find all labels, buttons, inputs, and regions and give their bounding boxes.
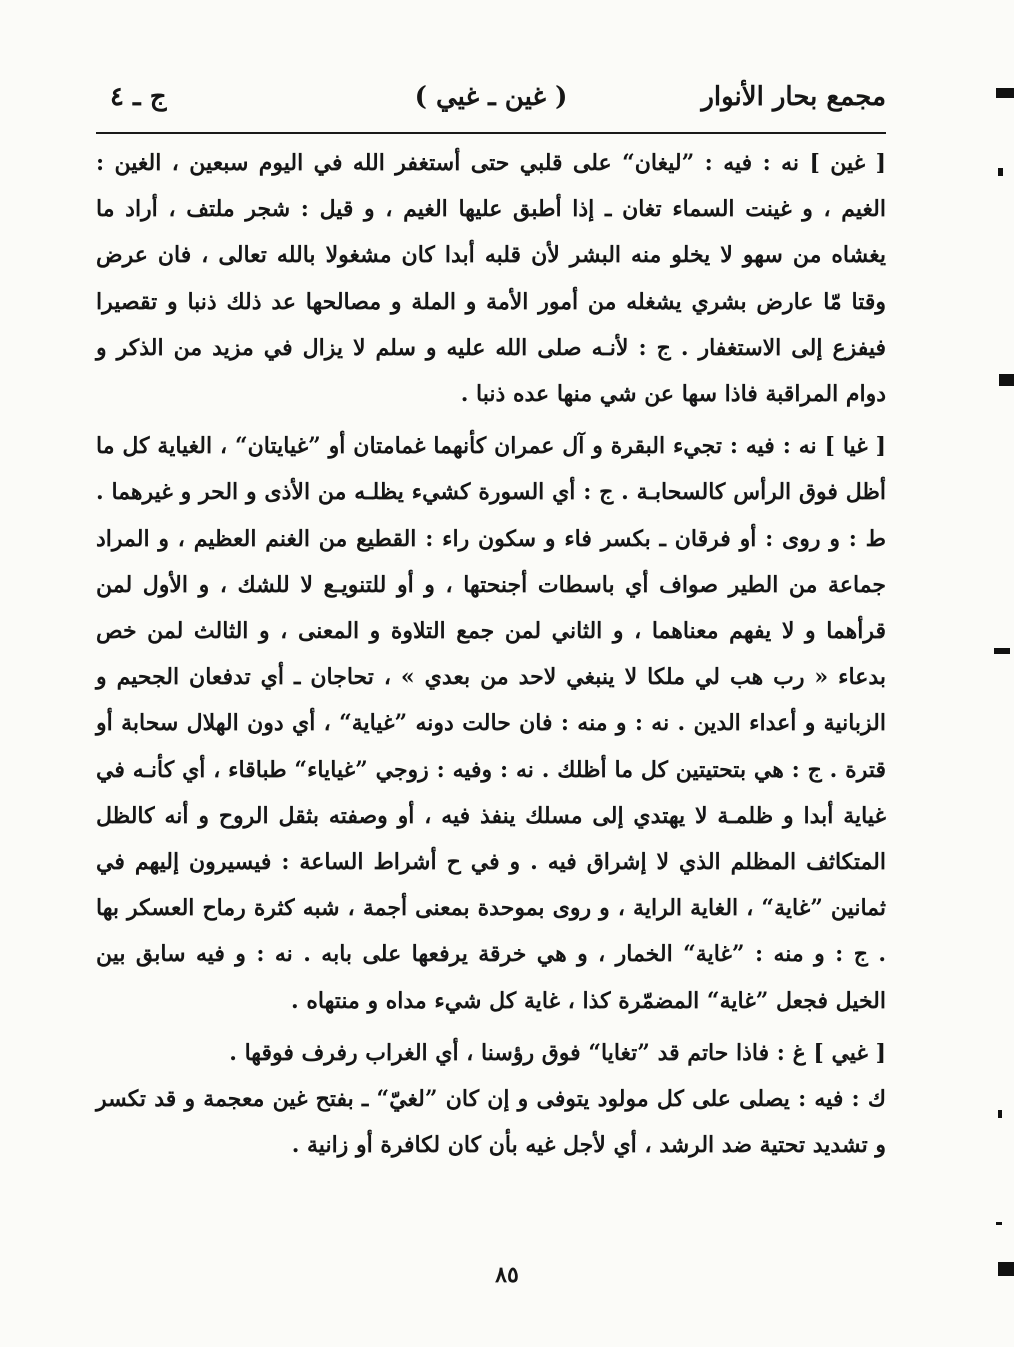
scan-mark <box>998 1262 1014 1276</box>
page-header <box>96 78 886 122</box>
entry-ghaya: [ غيا ] نه : فيه : تجيء البقرة و آل عمران كأنهما غمامتان أو ”غيايتان“ ، الغياية كل ما أظل فوق الرأس كالسحابـة . ج : أي السورة كشيء يظلـه من الأذى و الحر و غيرهما . ط : و روى : أو فرقان ـ بكسر فاء و سكون راء : القطيع من الغنم العظيم ، و المراد جماعة من الطير صواف أي باسطات أجنحتها ، و أو للتنويـع لا للشك ، و الأول لمن قرأهما و لا يفهم معناهما ، و الثاني لمن جمع التلاوة و المعنى ، و الثالث لمن خص بدعاء « رب هب لي ملكا لا ينبغي لاحد من بعدي » ، تحاجان ـ أي تدفعان الجحيم و الزبانية و أعداء الدين . نه : و منه : فان حالت دونه ”غياية“ ، أي دون الهلال سحابة أو قترة . ج : هي بتحتيتين كل ما أظلك . نه : وفيه : زوجي ”غياياء“ طباقاء ، أي كأنـه في غياية أبدا و ظلمـة لا يهتدي إلى مسلك ينفذ فيه ، أو وصفته بثقل الروح و أنه كالظل المتكاثف المظلم الذي لا إشراق فيه . و في ح أشراط الساعة : فيسيرون إليهم في ثمانين ”غاية“ ، الغاية الراية ، و روى بموحدة بمعنى أجمة ، شبه كثرة رماح العسكر بها . ج : و منه : ”غاية“ الخمار ، و هي خرقة يرفعها على بابه . نه : و فيه سابق بين الخيل فجعل ”غاية“ المضمّرة كذا ، غاية كل شيء مداه و منتهاه . <box>96 433 887 1014</box>
entries-text <box>96 140 886 1168</box>
scan-mark <box>994 648 1010 654</box>
entry-range: ( غين ـ غيي ) <box>414 82 568 112</box>
scan-mark <box>999 374 1014 386</box>
scan-mark <box>996 1222 1002 1225</box>
book-title: مجمع بحار الأنوار <box>701 82 886 112</box>
entry-ghayy: [ غيي ] غ : فاذا حاتم قد ”تغايا“ فوق رؤسنا ، أي الغراب رفرف فوقها . <box>229 1039 886 1066</box>
entry-ghayn: [ غين ] نه : فيه : ”ليغان“ على قلبي حتى أستغفر الله في اليوم سبعين ، الغين : الغيم ، و غينت السماء تغان ـ إذا أطبق عليها الغيم ، و قيل : شجر ملتف ، أراد ما يغشاه من سهو لا يخلو منه البشر لأن قلبه أبدا كان مشغولا بالله تعالى ، فان عرض وقتا مّا عارض بشري يشغله من أمور الأمة و الملة و مصالحها عد ذلك ذنبا و تقصيرا فيفزع إلى الاستغفار . ج : لأنـه صلى الله عليه و سلم لا يزال في مزيد من الذكر و دوام المراقبة فاذا سها عن شي منها عده ذنبا . <box>96 150 886 408</box>
scan-mark <box>998 1110 1002 1118</box>
entry-ghayy-continued: ك : فيه : يصلى على كل مولود يتوفى و إن كان ”لغيّ“ ـ بفتح غين معجمة و قد تكسر و تشديد تحتية ضد الرشد ، أي لأجل غيه بأن كان لكافرة أو زانية . <box>96 1086 886 1159</box>
scan-mark <box>998 168 1003 176</box>
page-number: ٨٥ <box>495 1262 519 1288</box>
volume-label: ج ـ ٤ <box>110 82 167 112</box>
header-rule <box>96 132 886 134</box>
scan-mark <box>996 88 1014 98</box>
